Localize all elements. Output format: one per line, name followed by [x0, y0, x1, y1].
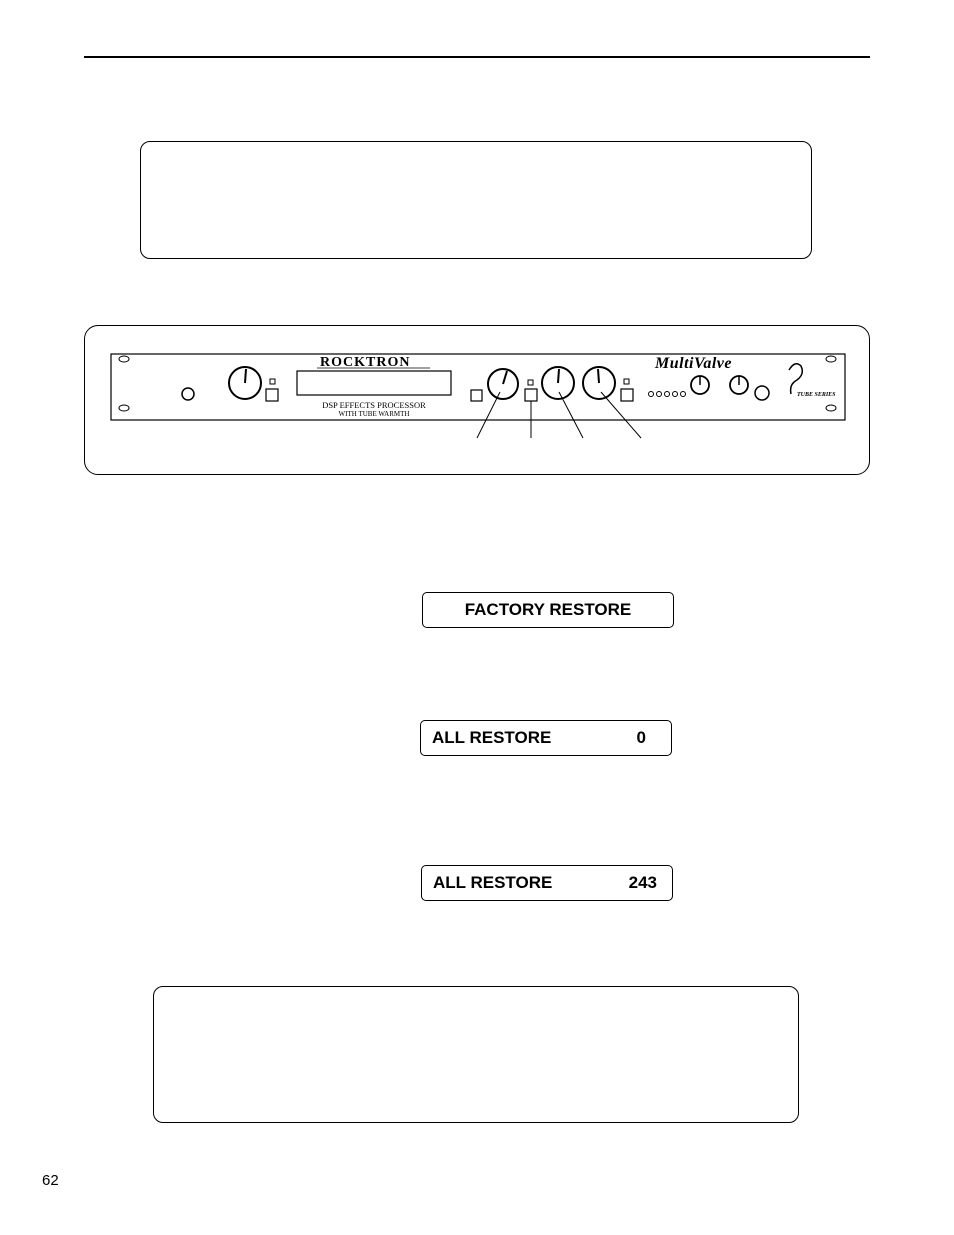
- lcd-window: [297, 371, 451, 395]
- lcd-all-restore-0: [420, 720, 672, 756]
- rack-faceplate: [111, 354, 845, 420]
- front-panel-figure: [84, 325, 870, 475]
- rack-slot-icon: [826, 405, 836, 411]
- product-name: MultiValve: [655, 355, 733, 372]
- lcd-value: 0: [636, 728, 646, 747]
- note-box-bottom: [153, 986, 799, 1123]
- panel-tagline-1: DSP EFFECTS PROCESSOR: [322, 400, 426, 410]
- panel-button-icon: [621, 389, 633, 401]
- page-number: 62: [42, 1172, 59, 1189]
- lcd-text: FACTORY RESTORE: [464, 600, 632, 619]
- rack-slot-icon: [826, 356, 836, 362]
- panel-button-icon: [266, 389, 278, 401]
- lcd-factory-restore: [422, 592, 674, 628]
- led-icon: [528, 380, 533, 385]
- panel-tagline-2: WITH TUBE WARMTH: [338, 410, 410, 418]
- note-box-top: [140, 141, 812, 259]
- lcd-label: ALL RESTORE: [433, 873, 553, 892]
- led-icon: [270, 379, 275, 384]
- input-jack-icon: [182, 388, 194, 400]
- rack-slot-icon: [119, 356, 129, 362]
- tube-series-badge: TUBE SERIES: [797, 392, 836, 398]
- lcd-label: ALL RESTORE: [432, 728, 552, 747]
- front-panel-drawing: [85, 326, 871, 476]
- lcd-value: 243: [628, 873, 657, 892]
- panel-button-icon: [525, 389, 537, 401]
- lcd-all-restore-243: [421, 865, 673, 901]
- brand-logo: ROCKTRON: [320, 355, 411, 370]
- led-icon: [624, 379, 629, 384]
- panel-button-icon: [471, 390, 482, 401]
- callout-line: [559, 392, 583, 438]
- header-rule: [84, 56, 870, 58]
- power-button-icon: [755, 386, 769, 400]
- rack-slot-icon: [119, 405, 129, 411]
- tube-badge-icon: [789, 364, 802, 394]
- callout-line: [477, 392, 500, 438]
